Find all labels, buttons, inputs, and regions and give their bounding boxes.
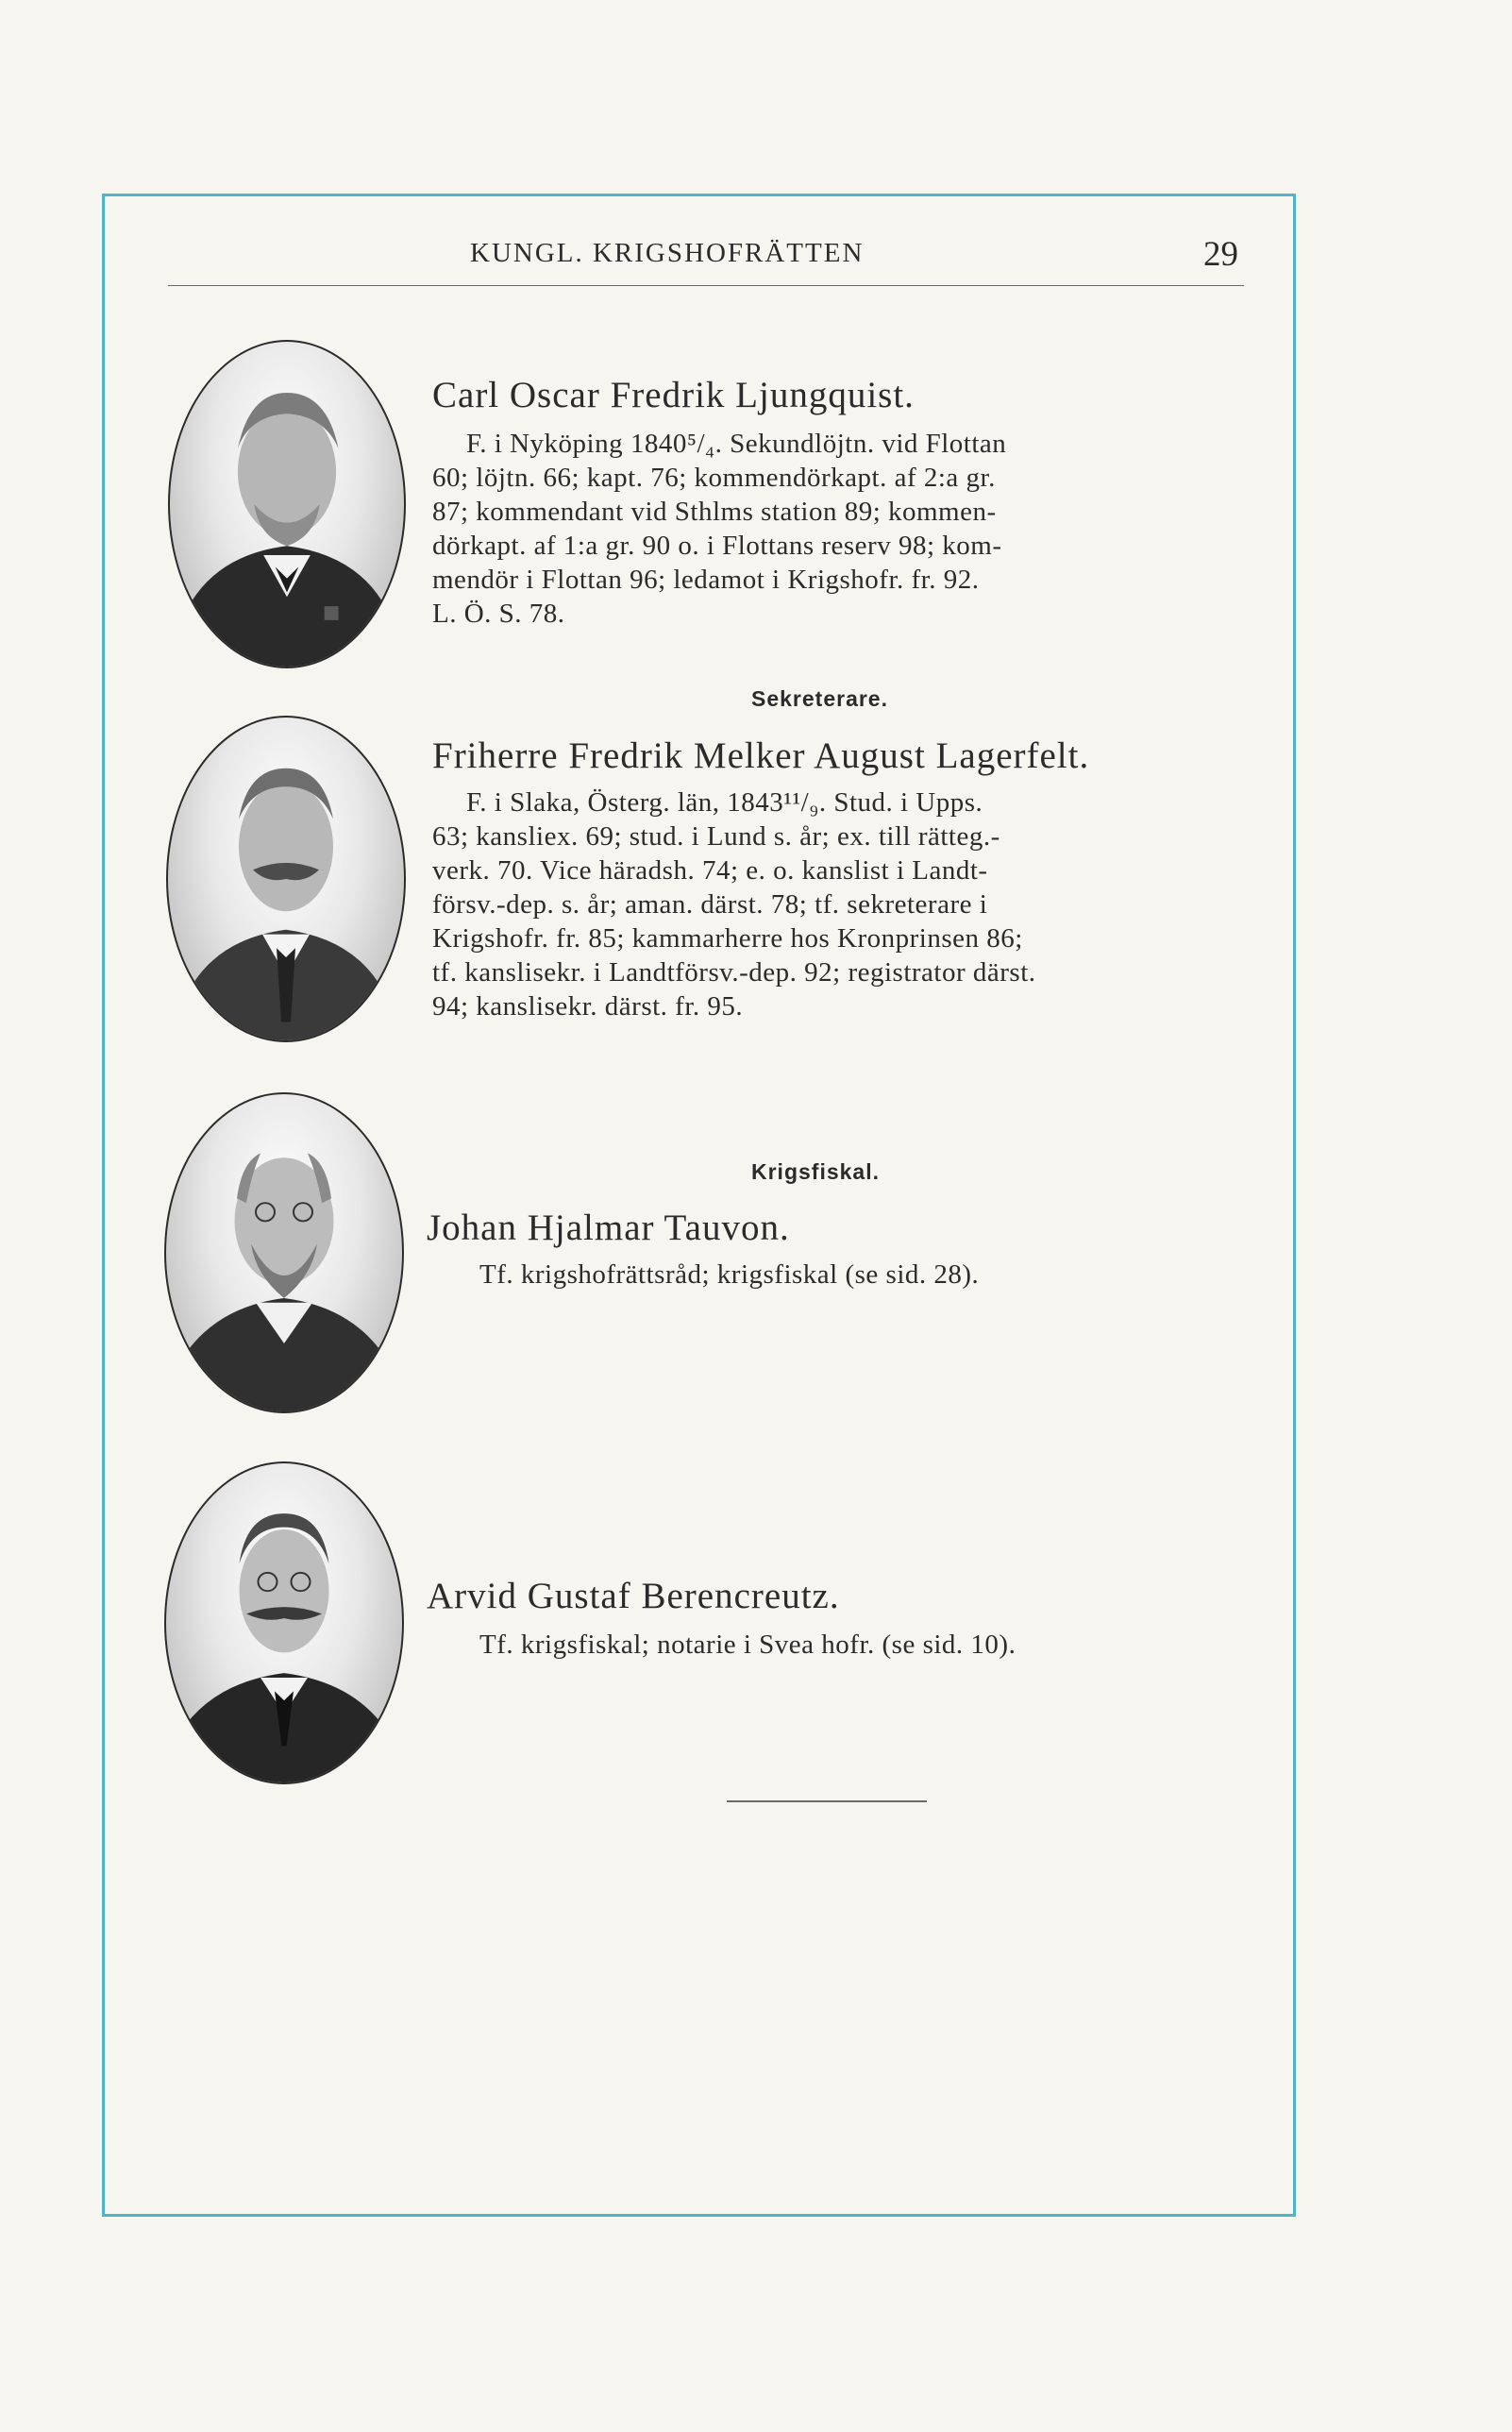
portrait-ljungquist: [168, 340, 406, 668]
bio-line: L. Ö. S. 78.: [432, 599, 565, 629]
section-heading-sekreterare: Sekreterare.: [751, 686, 888, 711]
entry-name-berencreutz: Arvid Gustaf Berencreutz.: [427, 1576, 840, 1616]
entry-bio-lagerfelt: [432, 785, 1036, 1023]
running-header: [168, 236, 1244, 286]
bio-line: F. i Nyköping 1840⁵/₄. Sekundlöjtn. vid Flottan: [466, 429, 1007, 459]
bio-line: tf. kanslisekr. i Landtförsv.-dep. 92; registrator därst.: [432, 957, 1036, 988]
portrait-berencreutz: [164, 1461, 404, 1784]
section-heading-krigsfiskal: Krigsfiskal.: [751, 1159, 880, 1184]
entry-bio-tauvon: [427, 1258, 979, 1292]
bio-line: 63; kansliex. 69; stud. i Lund s. år; ex. till rätteg.-: [432, 821, 1000, 852]
bio-line: 94; kanslisekr. därst. fr. 95.: [432, 991, 744, 1022]
bio-line: försv.-dep. s. år; aman. därst. 78; tf. sekreterare i: [432, 889, 988, 920]
portrait-tauvon: [164, 1092, 404, 1413]
running-header-title: KUNGL. KRIGSHOFRÄTTEN: [470, 238, 865, 268]
bio-line: dörkapt. af 1:a gr. 90 o. i Flottans reserv 98; kom-: [432, 531, 1002, 561]
bio-line: Tf. krigshofrättsråd; krigsfiskal (se sid. 28).: [479, 1259, 980, 1290]
entry-name-tauvon: Johan Hjalmar Tauvon.: [427, 1208, 790, 1248]
entry-name-lagerfelt: Friherre Fredrik Melker August Lagerfelt.: [432, 735, 1090, 776]
bio-line: verk. 70. Vice häradsh. 74; e. o. kanslist i Landt-: [432, 855, 988, 886]
bio-line: 60; löjtn. 66; kapt. 76; kommendörkapt. af 2:a gr.: [432, 463, 996, 493]
bio-line: Tf. krigsfiskal; notarie i Svea hofr. (se sid. 10).: [479, 1630, 1016, 1660]
bio-line: Krigshofr. fr. 85; kammarherre hos Kronprinsen 86;: [432, 923, 1023, 954]
bio-line: mendör i Flottan 96; ledamot i Krigshofr. fr. 92.: [432, 565, 980, 595]
entry-name-ljungquist: Carl Oscar Fredrik Ljungquist.: [432, 375, 915, 415]
portrait-lagerfelt: [166, 716, 406, 1042]
entry-bio-berencreutz: [427, 1628, 1016, 1662]
bio-line: F. i Slaka, Österg. län, 1843¹¹/₉. Stud. i Upps.: [466, 787, 983, 818]
entry-bio-ljungquist: [432, 427, 1006, 631]
bio-line: 87; kommendant vid Sthlms station 89; kommen-: [432, 497, 997, 527]
end-rule: [727, 1800, 927, 1802]
page-number: 29: [1203, 235, 1238, 274]
